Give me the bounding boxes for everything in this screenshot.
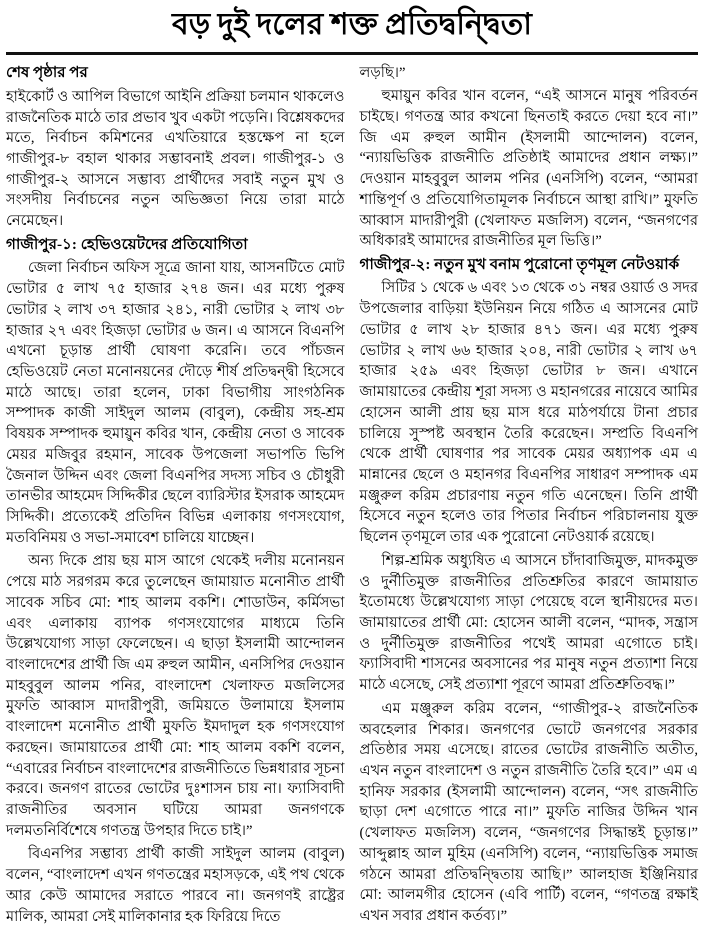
- paragraph: হুমায়ুন কবির খান বলেন, “এই আসনে মানুষ পরিবর্তন চাইছে। গণতন্ত্র আর কখনো ছিনতাই করতে দেয়া হবে না।” জি এম রুহুল আমীন (ইসলামী আন্দোলন) বলেন, “ন্যায়ভিত্তিক রাজনীতি প্রতিষ্ঠাই আমাদের প্রধান লক্ষ্য।” দেওয়ান মাহবুবুল আলম পনির (এনসিপি) বলেন, “আমরা শান্তিপূর্ণ ও প্রতিযোগিতামূলক নির্বাচনে আস্থা রাখি।” মুফতি আব্বাস মাদারীপুরী (খেলাফত মজলিস) বলেন, “জনগণের অধিকারই আমাদের রাজনীতির মূল ভিত্তি।”: [359, 88, 698, 250]
- continued-from-label: শেষ পৃষ্ঠার পর: [6, 64, 88, 81]
- paragraph: জেলা নির্বাচন অফিস সূত্রে জানা যায়, আসনটিতে মোট ভোটার ৫ লাখ ৭৫ হাজার ২৭৪ জন। এর মধ্যে পুরুষ ভোটার ২ লাখ ৩৭ হাজার ২৪১, নারী ভোটার ২ লাখ ৩৮ হাজার ২৭ এবং হিজড়া ভোটার ৬ জন। এ আসনে বিএনপি এখনো চূড়ান্ত প্রার্থী ঘোষণা করেনি। তবে পাঁচজন হেভিওয়েট নেতা মনোনয়নের দৌড়ে শীর্ষ প্রতিদ্বন্দ্বী হিসেবে মাঠে আছে। তারা হলেন, ঢাকা বিভাগীয় সাংগঠনিক সম্পাদক কাজী সাইদুল আলম (বাবুল), কেন্দ্রীয় সহ-শ্রম বিষয়ক সম্পাদক হুমায়ুন কবির খান, কেন্দ্রীয় নেতা ও সাবেক মেয়র মজিবুর রহমান, সাবেক উপজেলা সভাপতি ভিপি জৈনাল উদ্দিন এবং জেলা বিএনপির সদস্য সচিব ও চৌধুরী তানভীর আহমেদ সিদ্দিকীর ছেলে ব্যারিস্টার ইসরাক আহমেদ সিদ্দিকী। প্রত্যেকেই প্রতিদিন বিভিন্ন এলাকায় গণসংযোগ, মতবিনিময় ও সভা-সমাবেশ চালিয়ে যাচ্ছেন।: [6, 260, 345, 546]
- paragraph: হাইকোর্ট ও আপিল বিভাগে আইনি প্রক্রিয়া চলমান থাকলেও রাজনৈতিক মাঠে তার প্রভাব খুব একটা পড়েনি। বিশ্লেষকদের মতে, নির্বাচন কমিশনের এখতিয়ারে হস্তক্ষেপ না হলে গাজীপুর-৮ বহাল থাকার সম্ভাবনাই প্রবল। গাজীপুর-১ ও গাজীপুর-২ আসনে সম্ভাব্য প্রার্থীদের সবাই নতুন মুখ ও সংসদীয় নির্বাচনের নতুন অভিজ্ঞতা নিয়ে তারা মাঠে নেমেছেন।: [6, 88, 345, 230]
- article-headline: বড় দুই দলের শক্ত প্রতিদ্বন্দ্বিতা: [172, 8, 532, 41]
- paragraph: সিটির ১ থেকে ৬ এবং ১৩ থেকে ৩১ নম্বর ওয়ার্ড ও সদর উপজেলার বাড়িয়া ইউনিয়ন নিয়ে গঠিত এ আসনের মোট ভোটার ৫ লাখ ২৮ হাজার ৪৭১ জন। এর মধ্যে পুরুষ ভোটার ২ লাখ ৬৬ হাজার ২০৪, নারী ভোটার ২ লাখ ৬৭ হাজার ২৫৯ এবং হিজড়া ভোটার ৮ জন। এখানে জামায়াতের কেন্দ্রীয় শূরা সদস্য ও মহানগরের নায়েবে আমির হোসেন আলী প্রায় ছয় মাস ধরে মাঠপর্যায়ে টানা প্রচার চালিয়ে সুস্পষ্ট অবস্থান তৈরি করেছেন। সম্প্রতি বিএনপি থেকে প্রার্থী ঘোষণার পর সাবেক মেয়র অধ্যাপক এম এ মান্নানের ছেলে ও মহানগর বিএনপির সাধারণ সম্পাদক এম মঞ্জুরুল করিম প্রচারণায় নতুন গতি এনেছেন। তিনি প্রার্থী হিসেবে নতুন হলেও তার পিতার নির্বাচন পরিচালনায় যুক্ত ছিলেন তৃণমূলে তার এক পুরোনো নেটওয়ার্ক রয়েছে।: [359, 280, 698, 546]
- right-column: [360, 63, 699, 930]
- article-body: [6, 63, 698, 931]
- paragraph: অন্য দিকে প্রায় ছয় মাস আগে থেকেই দলীয় মনোনয়ন পেয়ে মাঠ সরগরম করে তুলেছেন জামায়াত মনোনীত প্রার্থী সাবেক সচিব মো: শাহ আলম বকশি। শোডাউন, কর্মিসভা এবং এলাকায় ব্যাপক গণসংযোগের মাধ্যমে তিনি উল্লেখযোগ্য সাড়া ফেলেছেন। এ ছাড়া ইসলামী আন্দোলন বাংলাদেশের প্রার্থী জি এম রুহুল আমীন, এনসিপির দেওয়ান মাহবুবুল আলম পনির, বাংলাদেশ খেলাফত মজলিসের মুফতি আব্বাস মাদারীপুরী, জমিয়তে উলামায়ে ইসলাম বাংলাদেশ মনোনীত প্রার্থী মুফতি ইমদাদুল হক গণসংযোগ করছেন। জামায়াতের প্রার্থী মো: শাহ আলম বকশি বলেন, “এবারের নির্বাচন বাংলাদেশের রাজনীতিতে ভিন্নধারার সূচনা করবে। জনগণ রাতের ভোটের দুঃশাসন চায় না। ফ্যাসিবাদী রাজনীতির অবসান ঘটিয়ে আমরা জনগণকে দলমতনির্বিশেষে গণতন্ত্র উপহার দিতে চাই।”: [6, 553, 345, 839]
- headline-rule: [6, 52, 698, 55]
- paragraph: এম মঞ্জুরুল করিম বলেন, “গাজীপুর-২ রাজনৈতিক অবহেলার শিকার। জনগণের ভোটে জনগণের সরকার প্রতিষ্ঠার সময় এসেছে। রাতের ভোটের রাজনীতি অতীত, এখন নতুন বাংলাদেশ ও নতুন রাজনীতি তৈরি হবে।” এম এ হানিফ সরকার (ইসলামী আন্দোলন) বলেন, “সৎ রাজনীতি ছাড়া দেশ এগোতে পারে না।” মুফতি নাজির উদ্দিন খান (খেলাফত মজলিস) বলেন, “জনগণের সিদ্ধান্তই চূড়ান্ত।” আব্দুল্লাহ আল মুহিম (এনসিপি) বলেন, “ন্যায়ভিত্তিক সমাজ গঠনে আমরা প্রতিদ্বন্দ্বিতায় আছি।” আলহাজ ইঞ্জিনিয়ার মো: আলমগীর হোসেন (এবি পার্টি) বলেন, “গণতন্ত্র রক্ষাই এখন সবার প্রধান কর্তব্য।”: [359, 700, 698, 925]
- paragraph: শিল্প-শ্রমিক অধ্যুষিত এ আসনে চাঁদাবাজিমুক্ত, মাদকমুক্ত ও দুর্নীতিমুক্ত রাজনীতির প্রতিশ্রুতির কারণে জামায়াত ইতোমধ্যে উল্লেখযোগ্য সাড়া পেয়েছে বলে স্থানীয়দের মত। জামায়াতের প্রার্থী মো: হোসেন আলী বলেন, “মাদক, সন্ত্রাস ও দুর্নীতিমুক্ত রাজনীতির পথেই আমরা এগোতে চাই। ফ্যাসিবাদী শাসনের অবসানের পর মানুষ নতুন প্রত্যাশা নিয়ে মাঠে এসেছে, সেই প্রত্যাশা পূরণে আমরা প্রতিশ্রুতিবদ্ধ।”: [359, 552, 698, 694]
- column-continuation-text: লড়ছি।”: [359, 64, 406, 81]
- left-column: [6, 63, 345, 931]
- paragraph: বিএনপির সম্ভাব্য প্রার্থী কাজী সাইদুল আলম (বাবুল) বলেন, “বাংলাদেশ এখন গণতন্ত্রের মহাসড়কে, এই পথ থেকে আর কেউ আমাদের সরাতে পারবে না। জনগণই রাষ্ট্রের মালিক, আমরা সেই মালিকানার হক ফিরিয়ে দিতে: [6, 846, 345, 925]
- subheading-gazipur-1: গাজীপুর-১: হেভিওয়েটদের প্রতিযোগিতা: [6, 235, 248, 253]
- subheading-gazipur-2: গাজীপুর-২: নতুন মুখ বনাম পুরোনো তৃণমূল নেটওয়ার্ক: [359, 255, 680, 273]
